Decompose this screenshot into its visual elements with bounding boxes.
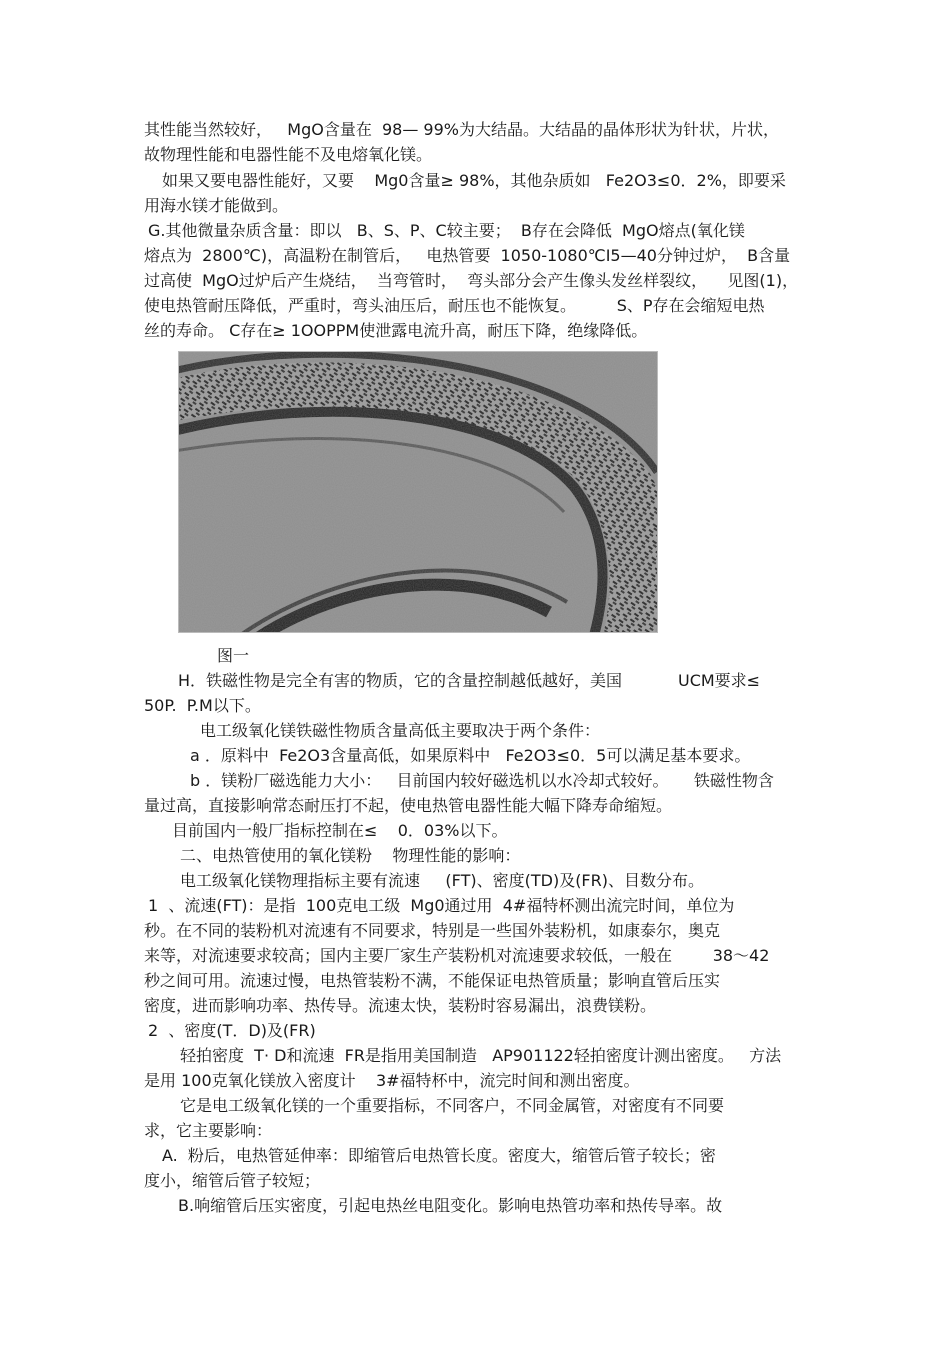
text-line-19: 电工级氧化镁物理指标主要有流速 (FT)、密度(TD)及(FR)、目数分布。	[180, 871, 704, 890]
figure-1-photo	[178, 351, 658, 633]
text-line-3: 如果又要电器性能好，又要 Mg0含量≥ 98%，其他杂质如 Fe2O3≤0．2%，即要采	[162, 171, 786, 190]
text-line-13: 电工级氧化镁铁磁性物质含量高低主要取决于两个条件：	[200, 721, 601, 740]
text-line-16: 量过高，直接影响常态耐压打不起，使电热管电器性能大幅下降寿命缩短。	[144, 796, 673, 815]
text-line-9: 丝的寿命。 C存在≥ 1OOPPM使泄露电流升高，耐压下降，绝缘降低。	[144, 321, 648, 340]
text-line-4: 用海水镁才能做到。	[144, 196, 289, 215]
text-line-27: 是用 100克氧化镁放入密度计 3#福特杯中，流完时间和测出密度。	[144, 1071, 640, 1090]
text-line-24: 密度，进而影响功率、热传导。流速太快，装粉时容易漏出，浪费镁粉。	[144, 996, 657, 1015]
text-line-15: b ．镁粉厂磁选能力大小： 目前国内较好磁选机以水冷却式较好。 铁磁性物含	[190, 771, 774, 790]
text-line-22: 来等，对流速要求较高；国内主要厂家生产装粉机对流速要求较低，一般在 38～42	[144, 946, 770, 965]
text-line-11: H．铁磁性物是完全有害的物质，它的含量控制越低越好，美国 UCM要求≤	[178, 671, 761, 690]
text-line-1: 其性能当然较好， MgO含量在 98— 99%为大结晶。大结晶的晶体形状为针状，片状，	[144, 120, 779, 139]
text-line-29: 求，它主要影响：	[144, 1121, 273, 1140]
text-line-21: 秒。在不同的装粉机对流速有不同要求，特别是一些国外装粉机，如康泰尔，奥克	[144, 921, 721, 940]
text-line-2: 故物理性能和电器性能不及电熔氧化镁。	[144, 145, 433, 164]
text-line-8: 使电热管耐压降低，严重时，弯头油压后，耐压也不能恢复。 S、P存在会缩短电热	[144, 296, 765, 315]
text-line-7: 过高使 MgO过炉后产生烧结， 当弯管时， 弯头部分会产生像头发丝样裂纹， 见图(1)，	[144, 271, 799, 290]
subheading-density: 2 、密度(T．D)及(FR)	[148, 1021, 316, 1040]
text-line-23: 秒之间可用。流速过慢，电热管装粉不满，不能保证电热管质量；影响直管后压实	[144, 971, 721, 990]
text-line-28: 它是电工级氧化镁的一个重要指标，不同客户，不同金属管，对密度有不同要	[180, 1096, 725, 1115]
text-line-6: 熔点为 2800℃)，高温粉在制管后， 电热管要 1050-1080℃I5—40分钟过炉， B含量	[144, 246, 791, 265]
text-line-12: 50P. P.M以下。	[144, 696, 261, 715]
text-line-20: 1 、流速(FT)：是指 100克电工级 Mg0通过用 4#福特杯测出流完时间，单位为	[148, 896, 735, 915]
figure-1-caption: 图一	[217, 646, 250, 665]
section-heading-2: 二、电热管使用的氧化镁粉 物理性能的影响：	[180, 846, 521, 865]
crack-micrograph-image	[179, 352, 657, 632]
text-line-17: 目前国内一般厂指标控制在≤ 0．03%以下。	[172, 821, 508, 840]
text-line-30: A. 粉后，电热管延伸率：即缩管后电热管长度。密度大，缩管后管子较长；密	[162, 1146, 716, 1165]
text-line-14: a ．原料中 Fe2O3含量高低，如果原料中 Fe2O3≤0．5可以满足基本要求。	[190, 746, 751, 765]
text-line-31: 度小，缩管后管子较短；	[144, 1171, 321, 1190]
text-line-26: 轻拍密度 T· D和流速 FR是指用美国制造 AP901122轻拍密度计测出密度。 方法	[180, 1046, 782, 1065]
text-line-5: G.其他微量杂质含量：即以 B、S、P、C较主要； B存在会降低 MgO熔点(氧化镁	[148, 221, 745, 240]
text-line-32: B.响缩管后压实密度，引起电热丝电阻变化。影响电热管功率和热传导率。故	[178, 1196, 723, 1215]
